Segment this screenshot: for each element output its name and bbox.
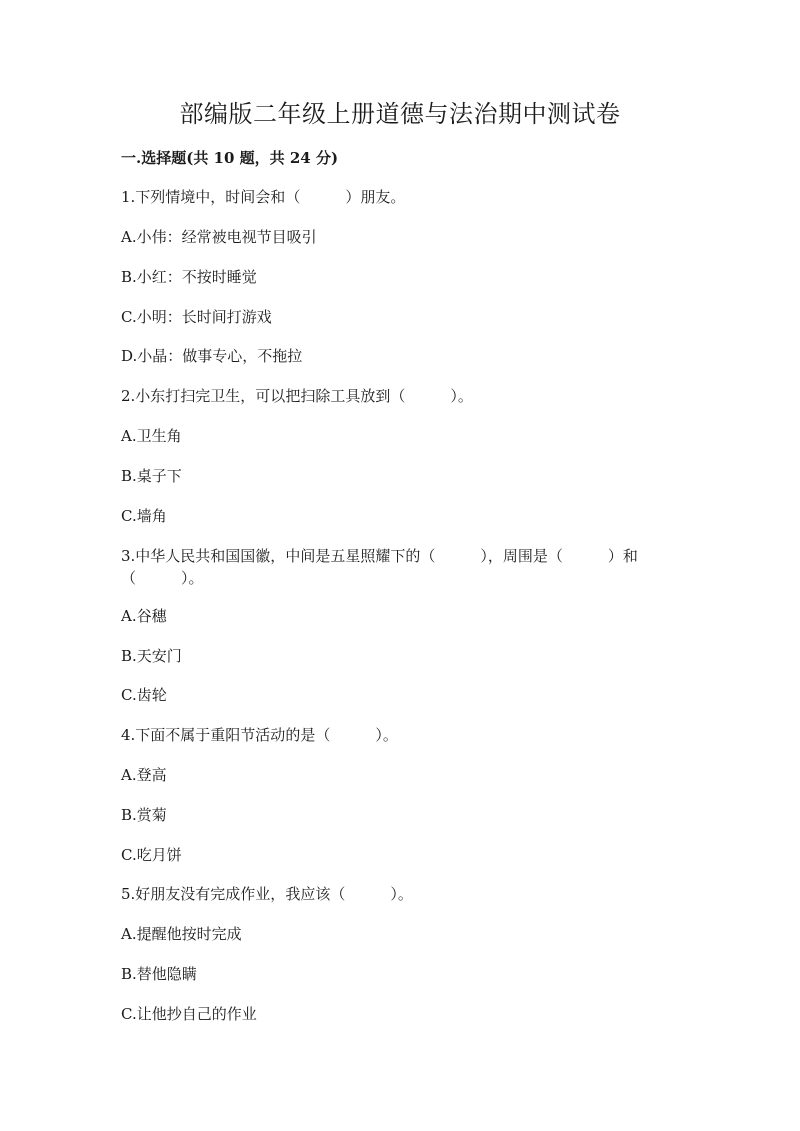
page-title: 部编版二年级上册道德与法治期中测试卷 [179, 100, 621, 128]
question-option: B.天安门 [121, 647, 182, 665]
question-option: C.小明：长时间打游戏 [121, 308, 272, 326]
question-option: C.墙角 [121, 507, 167, 525]
question-stem: 1.下列情境中，时间会和（ ）朋友。 [121, 188, 406, 206]
question-option: A.登高 [121, 766, 167, 784]
question-option: A.小伟：经常被电视节目吸引 [121, 228, 317, 246]
question-stem: 2.小东打扫完卫生，可以把扫除工具放到（ ）。 [121, 387, 473, 405]
question-option: A.提醒他按时完成 [121, 925, 242, 943]
question-option: A.卫生角 [121, 427, 182, 445]
section-heading: 一.选择题(共 10 题，共 24 分) [121, 149, 339, 167]
question-option: C.齿轮 [121, 686, 167, 704]
question-option: C.吃月饼 [121, 846, 182, 864]
question-option: B.小红：不按时睡觉 [121, 268, 257, 286]
question-stem: 3.中华人民共和国国徽，中间是五星照耀下的（ ），周围是（ ）和（ ）。 [121, 547, 638, 587]
question-option: B.赏菊 [121, 806, 167, 824]
question-option: A.谷穗 [121, 607, 167, 625]
question-stem: 5.好朋友没有完成作业，我应该（ ）。 [121, 885, 413, 903]
question-option: C.让他抄自己的作业 [121, 1005, 257, 1023]
question-stem: 4.下面不属于重阳节活动的是（ ）。 [121, 726, 398, 744]
question-option: D.小晶：做事专心，不拖拉 [121, 347, 303, 365]
question-option: B.替他隐瞒 [121, 965, 197, 983]
question-option: B.桌子下 [121, 467, 182, 485]
